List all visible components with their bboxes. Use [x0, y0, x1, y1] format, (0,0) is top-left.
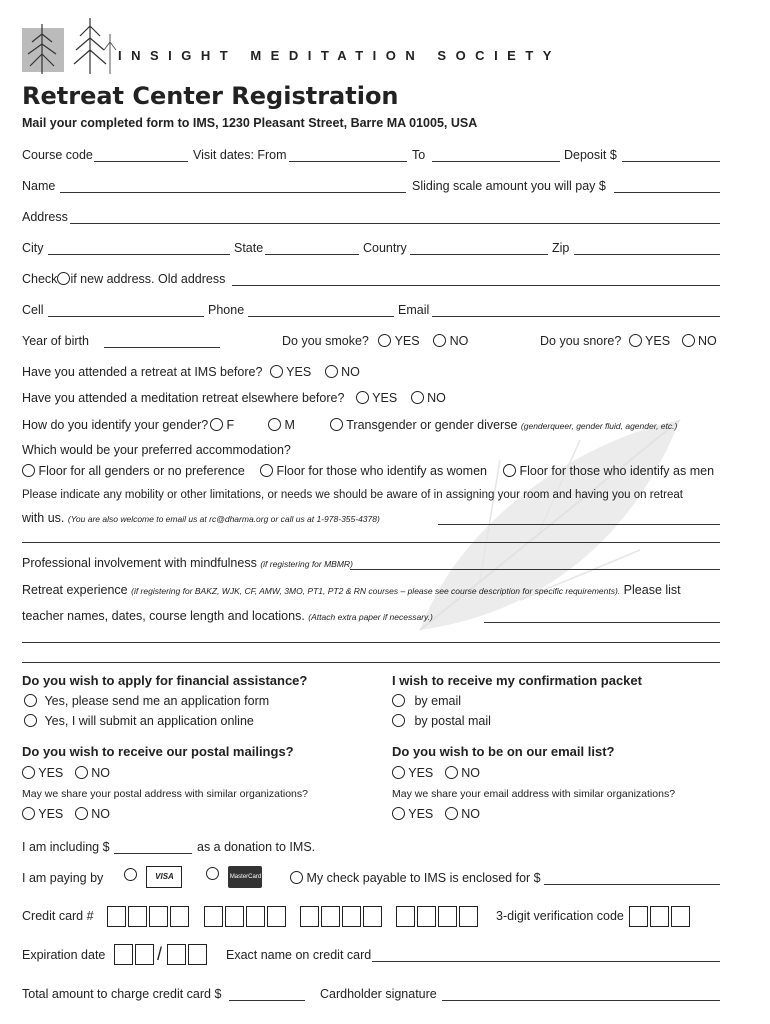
- gender-f-radio[interactable]: [210, 418, 223, 431]
- credit-card-label: Credit card #: [22, 909, 94, 923]
- postal-no-label: NO: [91, 766, 110, 780]
- financial-opt1-radio[interactable]: [24, 694, 37, 707]
- country-field[interactable]: [410, 254, 548, 255]
- accom-men-radio[interactable]: [503, 464, 516, 477]
- snore-no-label: NO: [698, 334, 717, 348]
- teacher-field-2[interactable]: [22, 642, 720, 643]
- snore-no-radio[interactable]: [682, 334, 695, 347]
- page-title: Retreat Center Registration: [22, 82, 399, 110]
- sliding-scale-field[interactable]: [614, 192, 720, 193]
- country-label: Country: [363, 241, 407, 255]
- attended-elsewhere-no-label: NO: [427, 391, 446, 405]
- attended-ims-yes-label: YES: [286, 365, 312, 379]
- cell-label: Cell: [22, 303, 44, 317]
- smoke-no-radio[interactable]: [433, 334, 446, 347]
- check-enclosed-label: My check payable to IMS is enclosed for $: [306, 871, 541, 885]
- attended-ims-no-label: NO: [341, 365, 360, 379]
- org-name: INSIGHT MEDITATION SOCIETY: [118, 48, 561, 63]
- address-field[interactable]: [70, 223, 720, 224]
- cardholder-signature-field[interactable]: [442, 1000, 720, 1001]
- sliding-scale-label: Sliding scale amount you will pay $: [412, 179, 606, 193]
- year-of-birth-field[interactable]: [104, 347, 220, 348]
- postal-share-yes-label: YES: [38, 807, 64, 821]
- smoke-question: Do you smoke?: [282, 334, 369, 348]
- exact-name-field[interactable]: [372, 961, 720, 962]
- postal-share-no-label: NO: [91, 807, 110, 821]
- donation-field[interactable]: [114, 853, 192, 854]
- course-code-field[interactable]: [94, 161, 188, 162]
- paying-by-label: I am paying by: [22, 871, 104, 885]
- postal-no-radio[interactable]: [75, 766, 88, 779]
- old-address-label: if new address. Old address: [70, 272, 226, 286]
- email-list-no-radio[interactable]: [445, 766, 458, 779]
- attended-elsewhere-yes-radio[interactable]: [356, 391, 369, 404]
- gender-t-note: (genderqueer, gender fluid, agender, etc.): [520, 421, 678, 431]
- financial-opt2-radio[interactable]: [24, 714, 37, 727]
- teacher-names-note: (Attach extra paper if necessary.): [308, 612, 433, 622]
- visit-from-label: Visit dates: From: [193, 148, 287, 162]
- donation-label: I am including $: [22, 840, 110, 854]
- old-address-field[interactable]: [232, 285, 720, 286]
- cell-field[interactable]: [48, 316, 204, 317]
- email-share-yes-radio[interactable]: [392, 807, 405, 820]
- postal-share-no-radio[interactable]: [75, 807, 88, 820]
- name-label: Name: [22, 179, 56, 193]
- city-label: City: [22, 241, 44, 255]
- course-code-label: Course code: [22, 148, 93, 162]
- visit-from-field[interactable]: [289, 161, 407, 162]
- email-field[interactable]: [432, 316, 720, 317]
- postal-yes-radio[interactable]: [22, 766, 35, 779]
- teacher-names-label: teacher names, dates, course length and locations.: [22, 609, 305, 623]
- mobility-note: (You are also welcome to email us at rc@dharma.org or call us at 1-978-355-4378): [67, 514, 380, 524]
- accom-all-label: Floor for all genders or no preference: [38, 464, 245, 478]
- postal-yes-label: YES: [38, 766, 64, 780]
- state-label: State: [234, 241, 264, 255]
- verification-label: 3-digit verification code: [496, 909, 624, 923]
- visit-to-field[interactable]: [432, 161, 560, 162]
- mobility-field-2[interactable]: [22, 542, 720, 543]
- accom-all-radio[interactable]: [22, 464, 35, 477]
- retreat-experience-note: (if registering for BAKZ, WJK, CF, AMW, 3MO, PT1, PT2 & RN courses – please see course description for specific requirements).: [131, 586, 621, 596]
- check-label: Check: [22, 272, 58, 286]
- accom-men-label: Floor for those who identify as men: [519, 464, 715, 478]
- gender-t-radio[interactable]: [330, 418, 343, 431]
- teacher-field-3[interactable]: [22, 662, 720, 663]
- email-list-yes-label: YES: [408, 766, 434, 780]
- retreat-experience-label: Retreat experience: [22, 583, 128, 597]
- pay-check-radio[interactable]: [290, 871, 303, 884]
- email-list-yes-radio[interactable]: [392, 766, 405, 779]
- snore-yes-radio[interactable]: [629, 334, 642, 347]
- phone-label: Phone: [208, 303, 245, 317]
- postal-share-question: May we share your postal address with similar organizations?: [22, 788, 308, 800]
- total-field[interactable]: [229, 1000, 305, 1001]
- state-field[interactable]: [265, 254, 359, 255]
- snore-question: Do you snore?: [540, 334, 622, 348]
- deposit-label: Deposit $: [564, 148, 617, 162]
- confirm-email-radio[interactable]: [392, 694, 405, 707]
- zip-label: Zip: [552, 241, 570, 255]
- address-label: Address: [22, 210, 68, 224]
- gender-m-radio[interactable]: [268, 418, 281, 431]
- accom-women-radio[interactable]: [260, 464, 273, 477]
- postal-share-yes-radio[interactable]: [22, 807, 35, 820]
- attended-ims-no-radio[interactable]: [325, 365, 338, 378]
- financial-opt1-label: Yes, please send me an application form: [44, 694, 270, 708]
- accom-women-label: Floor for those who identify as women: [276, 464, 488, 478]
- financial-opt2-label: Yes, I will submit an application online: [44, 714, 254, 728]
- logo-trees-icon: [20, 14, 120, 76]
- new-address-radio[interactable]: [57, 272, 70, 285]
- professional-field[interactable]: [350, 569, 720, 570]
- phone-field[interactable]: [248, 316, 394, 317]
- total-label: Total amount to charge credit card $: [22, 987, 222, 1001]
- financial-heading: Do you wish to apply for financial assistance?: [22, 673, 308, 688]
- email-share-question: May we share your email address with similar organizations?: [392, 788, 676, 800]
- mailing-instructions: Mail your completed form to IMS, 1230 Pleasant Street, Barre MA 01005, USA: [22, 116, 478, 130]
- mobility-question: Please indicate any mobility or other limitations, or needs we should be aware of in assigning your room and having you on retreat: [22, 489, 683, 501]
- email-list-no-label: NO: [461, 766, 480, 780]
- confirm-postal-radio[interactable]: [392, 714, 405, 727]
- cardholder-label: Cardholder signature: [320, 987, 437, 1001]
- email-list-heading: Do you wish to be on our email list?: [392, 744, 615, 759]
- confirmation-heading: I wish to receive my confirmation packet: [392, 673, 642, 688]
- pay-visa-radio[interactable]: [124, 868, 137, 881]
- visa-icon: VISA: [146, 866, 182, 888]
- email-share-yes-label: YES: [408, 807, 434, 821]
- attended-elsewhere-question: Have you attended a meditation retreat elsewhere before?: [22, 391, 345, 405]
- email-share-no-radio[interactable]: [445, 807, 458, 820]
- smoke-yes-label: YES: [394, 334, 420, 348]
- gender-f-label: F: [226, 418, 235, 432]
- donation-suffix: as a donation to IMS.: [197, 840, 316, 854]
- zip-field[interactable]: [574, 254, 720, 255]
- attended-elsewhere-no-radio[interactable]: [411, 391, 424, 404]
- year-of-birth-label: Year of birth: [22, 334, 89, 348]
- attended-ims-yes-radio[interactable]: [270, 365, 283, 378]
- name-field[interactable]: [60, 192, 406, 193]
- expiration-label: Expiration date: [22, 948, 106, 962]
- visit-to-label: To: [412, 148, 426, 162]
- mobility-question-cont: with us.: [22, 511, 65, 525]
- pay-mastercard-radio[interactable]: [206, 867, 219, 880]
- professional-note: (if registering for MBMR): [260, 559, 353, 569]
- professional-label: Professional involvement with mindfulness: [22, 556, 257, 570]
- smoke-no-label: NO: [449, 334, 469, 348]
- gender-m-label: M: [284, 418, 295, 432]
- accommodation-question: Which would be your preferred accommodation?: [22, 443, 291, 457]
- mastercard-icon: MasterCard: [228, 866, 262, 888]
- confirm-postal-label: by postal mail: [414, 714, 491, 728]
- check-amount-field[interactable]: [544, 884, 720, 885]
- confirm-email-label: by email: [414, 694, 462, 708]
- city-field[interactable]: [48, 254, 230, 255]
- exact-name-label: Exact name on credit card: [226, 948, 372, 962]
- snore-yes-label: YES: [645, 334, 671, 348]
- mobility-field-1[interactable]: [438, 524, 720, 525]
- smoke-yes-radio[interactable]: [378, 334, 391, 347]
- teacher-field-1[interactable]: [484, 622, 720, 623]
- attended-elsewhere-yes-label: YES: [372, 391, 398, 405]
- email-share-no-label: NO: [461, 807, 480, 821]
- gender-t-label: Transgender or gender diverse: [346, 418, 518, 432]
- postal-heading: Do you wish to receive our postal mailings?: [22, 744, 294, 759]
- deposit-field[interactable]: [622, 161, 720, 162]
- email-label: Email: [398, 303, 430, 317]
- gender-question: How do you identify your gender?: [22, 418, 209, 432]
- retreat-experience-tail: Please list: [623, 583, 681, 597]
- attended-ims-question: Have you attended a retreat at IMS before?: [22, 365, 263, 379]
